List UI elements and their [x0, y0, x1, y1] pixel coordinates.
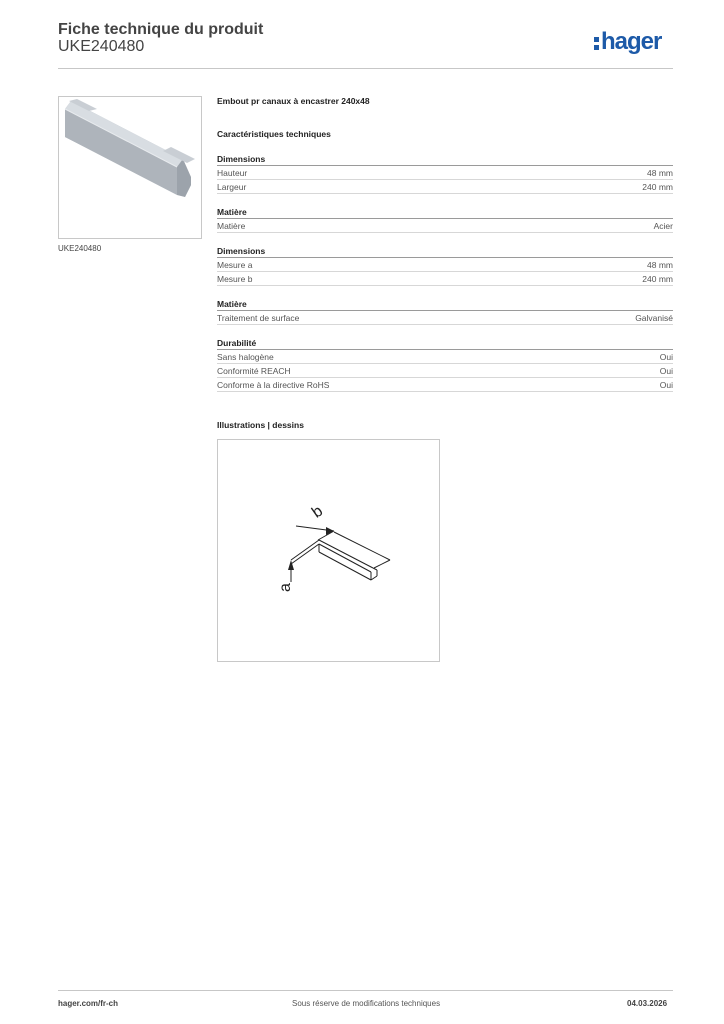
- group-title-dimensions: Dimensions: [217, 154, 673, 166]
- hager-logo[interactable]: [594, 28, 661, 56]
- spec-value: 240 mm: [642, 182, 673, 192]
- spec-label: Traitement de surface: [217, 313, 300, 323]
- spec-value: Oui: [659, 352, 673, 362]
- tech-section-title: Caractéristiques techniques: [217, 129, 331, 139]
- group-title-dimensions-2: Dimensions: [217, 246, 673, 258]
- end-cap-icon: [59, 97, 201, 238]
- footer-divider: [58, 990, 673, 991]
- dimension-drawing: [217, 439, 440, 662]
- group-title-material: Matière: [217, 207, 673, 219]
- label-b: b: [309, 502, 327, 522]
- spec-row: [217, 219, 673, 233]
- logo-text: hager: [601, 28, 662, 55]
- footer-date: 04.03.2026: [627, 999, 668, 1008]
- spec-value: Acier: [653, 221, 673, 231]
- product-name: Embout pr canaux à encastrer 240x48: [217, 96, 370, 106]
- spec-value: Oui: [659, 366, 673, 376]
- spec-label: Matière: [217, 221, 246, 231]
- spec-row: [217, 180, 673, 194]
- spec-label: Hauteur: [217, 168, 248, 178]
- spec-section: [217, 96, 673, 392]
- spec-label: Conforme à la directive RoHS: [217, 380, 330, 390]
- spec-value: 240 mm: [642, 274, 673, 284]
- spec-row: [217, 378, 673, 392]
- spec-value: 48 mm: [647, 168, 673, 178]
- label-a: a: [277, 583, 294, 592]
- spec-label: Mesure a: [217, 260, 253, 270]
- spec-row: [217, 166, 673, 180]
- spec-label: Sans halogène: [217, 352, 274, 362]
- product-code: UKE240480: [58, 38, 145, 55]
- spec-label: Mesure b: [217, 274, 253, 284]
- spec-row: [217, 364, 673, 378]
- logo-dots-icon: [594, 33, 599, 51]
- product-image-caption: UKE240480: [58, 244, 102, 253]
- header-divider: [58, 68, 673, 69]
- product-image: [58, 96, 202, 239]
- illustrations-title: Illustrations | dessins: [217, 420, 304, 430]
- group-title-material-2: Matière: [217, 299, 673, 311]
- spec-label: Largeur: [217, 182, 247, 192]
- page-title: Fiche technique du produit: [58, 21, 264, 38]
- spec-row: [217, 350, 673, 364]
- dimension-drawing-icon: [218, 440, 439, 661]
- footer-website-link[interactable]: hager.com/fr-ch: [58, 999, 119, 1008]
- spec-value: 48 mm: [647, 260, 673, 270]
- spec-row: [217, 311, 673, 325]
- spec-value: Galvanisé: [635, 313, 673, 323]
- spec-row: [217, 272, 673, 286]
- spec-value: Oui: [659, 380, 673, 390]
- spec-row: [217, 258, 673, 272]
- spec-label: Conformité REACH: [217, 366, 291, 376]
- group-title-durability: Durabilité: [217, 338, 673, 350]
- footer-notice: Sous réserve de modifications techniques: [292, 999, 441, 1008]
